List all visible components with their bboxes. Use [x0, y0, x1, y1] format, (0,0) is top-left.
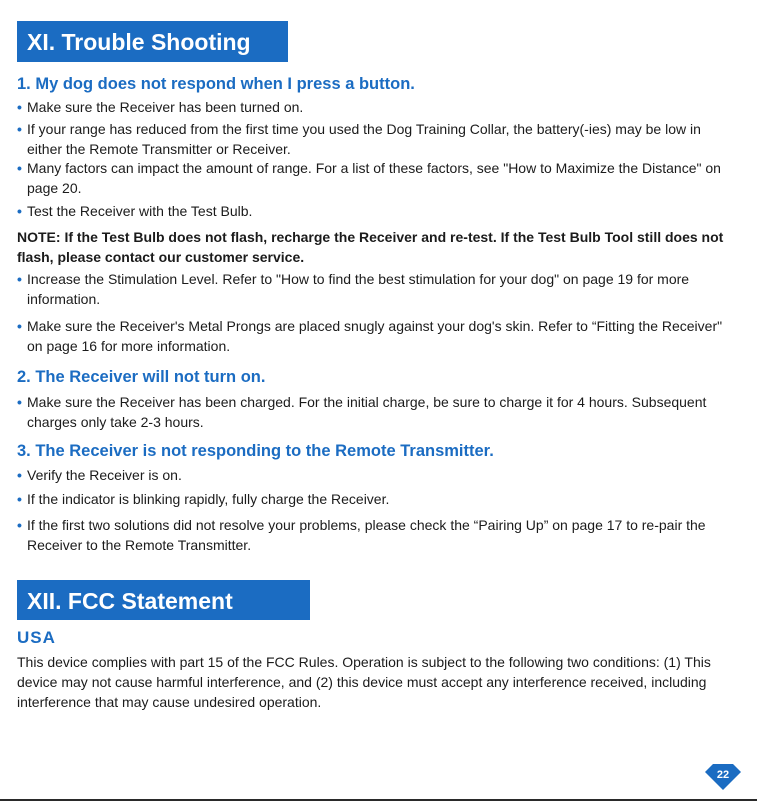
- list-item: [17, 317, 732, 356]
- list-item-text: If the first two solutions did not resolve your problems, please check the “Pairing Up” on page 17 to re-pair the Receiver to the Remote Transmitter.: [27, 517, 706, 553]
- fcc-paragraph: This device complies with part 15 of the FCC Rules. Operation is subject to the following two conditions: (1) This device may not cause harmful interference, and (2) this device must accept any interference received, including interference that may cause undesired operation.: [17, 654, 711, 710]
- list-item: [17, 159, 732, 198]
- bullet-icon: •: [17, 271, 22, 287]
- section-title-troubleshooting: XI. Trouble Shooting: [17, 21, 288, 62]
- list-item: [17, 270, 732, 309]
- bullet-icon: •: [17, 467, 22, 483]
- list-item-text: If the indicator is blinking rapidly, fully charge the Receiver.: [27, 491, 390, 507]
- note-text: NOTE: If the Test Bulb does not flash, recharge the Receiver and re-test. If the Test Bulb Tool still does not flash, please contact our customer service.: [17, 229, 724, 265]
- list-item-text: Make sure the Receiver has been turned on.: [27, 99, 304, 115]
- list-item: [17, 98, 732, 118]
- question-title-2: 2. The Receiver will not turn on.: [17, 368, 266, 386]
- page-number-badge: [705, 764, 741, 790]
- bullet-icon: •: [17, 121, 22, 137]
- list-item-text: Increase the Stimulation Level. Refer to "How to find the best stimulation for your dog" on page 19 for more information.: [27, 271, 690, 307]
- bullet-icon: •: [17, 99, 22, 115]
- bullet-icon: •: [17, 491, 22, 507]
- list-item: [17, 466, 732, 486]
- list-item-text: Many factors can impact the amount of range. For a list of these factors, see "How to Maximize the Distance" on page 20.: [27, 160, 721, 196]
- list-item-text: If your range has reduced from the first time you used the Dog Training Collar, the battery(-ies) may be low in either the Remote Transmitter or Receiver.: [27, 121, 701, 157]
- list-item-text: Test the Receiver with the Test Bulb.: [27, 203, 253, 219]
- list-item: [17, 120, 732, 159]
- question-title-1: 1. My dog does not respond when I press a button.: [17, 75, 415, 93]
- question-title-3: 3. The Receiver is not responding to the Remote Transmitter.: [17, 442, 494, 460]
- list-item: [17, 490, 732, 510]
- bullet-icon: •: [17, 394, 22, 410]
- list-item-text: Make sure the Receiver has been charged. For the initial charge, be sure to charge it for 4 hours. Subsequent charges only take 2-3 hours.: [27, 394, 707, 430]
- list-item: [17, 516, 732, 555]
- list-item: [17, 393, 732, 432]
- subsection-title-usa: USA: [17, 628, 56, 647]
- list-item-text: Make sure the Receiver's Metal Prongs are placed snugly against your dog's skin. Refer to “Fitting the Receiver" on page 16 for more information.: [27, 318, 723, 354]
- section-title-fcc: XII. FCC Statement: [17, 580, 310, 620]
- bullet-icon: •: [17, 203, 22, 219]
- bullet-icon: •: [17, 160, 22, 176]
- list-item: [17, 202, 732, 222]
- bullet-icon: •: [17, 517, 22, 533]
- list-item-text: Verify the Receiver is on.: [27, 467, 182, 483]
- bullet-icon: •: [17, 318, 22, 334]
- page-number: 22: [716, 769, 730, 781]
